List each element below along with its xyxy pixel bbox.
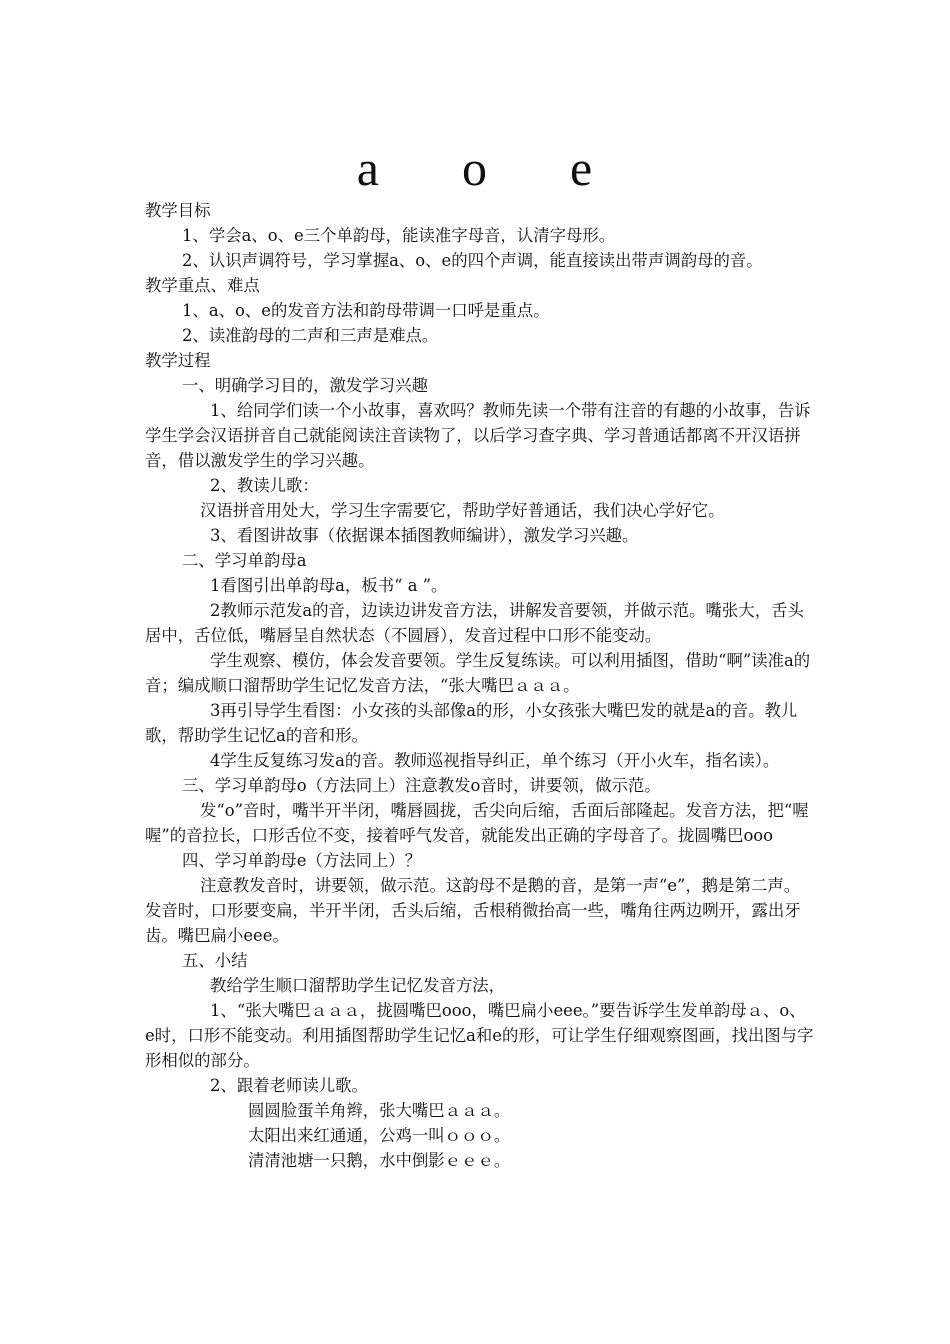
part-1-heading: 一、明确学习目的，激发学习兴趣 <box>182 376 428 395</box>
key-point-1: 1、a、o、e的发音方法和韵母带调一口呼是重点。 <box>182 301 550 320</box>
heading-goals: 教学目标 <box>145 201 211 220</box>
song-line-3: 清清池塘一只鹅，水中倒影ｅｅｅ。 <box>248 1151 511 1170</box>
song-line-1: 圆圆脸蛋羊角辫，张大嘴巴ａａａ。 <box>248 1101 511 1120</box>
part-2-paragraph-1: 1看图引出单韵母a，板书“ a ”。 <box>210 576 448 595</box>
page-title <box>0 138 950 198</box>
part-4-paragraph-1: 注意教发音时，讲要领，做示范。这韵母不是鹅的音，是第一声“e”，鹅是第二声。发音时，口形要变扁，半开半闭，舌头后缩，舌根稍微抬高一些，嘴角往两边咧开，露出牙齿。嘴巴扁小eee。 <box>145 876 801 945</box>
part-2-paragraph-5: 4学生反复练习发a的音。教师巡视指导纠正，单个练习（开小火车，指名读）。 <box>210 751 780 770</box>
part-4-heading: 四、学习单韵母e（方法同上）？ <box>182 851 422 870</box>
part-3-heading: 三、学习单韵母o（方法同上）注意教发o音时，讲要领，做示范。 <box>182 776 661 795</box>
goal-2: 2、认识声调符号，学习掌握a、o、e的四个声调，能直接读出带声调韵母的音。 <box>182 251 763 270</box>
part-1-paragraph-2: 2、教读儿歌： <box>210 476 319 495</box>
part-2-paragraph-2: 2教师示范发a的音，边读边讲发音方法，讲解发音要领，并做示范。嘴张大，舌头居中，舌位低，嘴唇呈自然状态（不圆唇），发音过程中口形不能变动。 <box>145 601 804 645</box>
heading-key-points: 教学重点、难点 <box>145 276 260 295</box>
part-1-paragraph-3: 3、看图讲故事（依据课本插图教师编讲），激发学习兴趣。 <box>210 526 639 545</box>
goal-1: 1、学会a、o、e三个单韵母，能读准字母音，认清字母形。 <box>182 226 616 245</box>
part-1-rhyme: 汉语拼音用处大，学习生字需要它，帮助学好普通话，我们决心学好它。 <box>200 501 725 520</box>
title-letter-a: a <box>356 140 380 196</box>
part-2-heading: 二、学习单韵母a <box>182 551 307 570</box>
song-line-2: 太阳出来红通通，公鸡一叫ｏｏｏ。 <box>248 1126 511 1145</box>
heading-process: 教学过程 <box>145 351 211 370</box>
part-5-heading: 五、小结 <box>182 951 248 970</box>
part-5-paragraph-2: 1、“张大嘴巴ａａａ，拢圆嘴巴ooo，嘴巴扁小eee。”要告诉学生发单韵母ａ、o、e时，口形不能变动。利用插图帮助学生记忆a和e的形，可让学生仔细观察图画，找出图与字形相似的部分。 <box>145 1001 814 1070</box>
part-5-paragraph-1: 教给学生顺口溜帮助学生记忆发音方法， <box>210 976 506 995</box>
document-body <box>145 198 815 1173</box>
part-2-paragraph-3: 学生观察、模仿，体会发音要领。学生反复练读。可以利用插图，借助“啊”读准a的音；编成顺口溜帮助学生记忆发音方法，“张大嘴巴ａａａ。 <box>145 651 811 695</box>
part-1-paragraph-1: 1、给同学们读一个小故事，喜欢吗？教师先读一个带有注音的有趣的小故事，告诉学生学会汉语拼音自己就能阅读注音读物了，以后学习查字典、学习普通话都离不开汉语拼音，借以激发学生的学习兴趣。 <box>145 401 811 470</box>
title-letter-e: e <box>570 140 594 196</box>
part-5-paragraph-3: 2、跟着老师读儿歌。 <box>210 1076 368 1095</box>
part-2-paragraph-4: 3再引导学生看图：小女孩的头部像a的形，小女孩张大嘴巴发的就是a的音。教儿歌，帮助学生记忆a的音和形。 <box>145 701 798 745</box>
key-point-2: 2、读准韵母的二声和三声是难点。 <box>182 326 439 345</box>
title-letter-o: o <box>462 140 488 196</box>
part-3-paragraph-1: 发“o”音时，嘴半开半闭，嘴唇圆拢，舌尖向后缩，舌面后部隆起。发音方法，把“喔喔”的音拉长，口形舌位不变，接着呼气发音，就能发出正确的字母音了。拢圆嘴巴ooo <box>145 801 809 845</box>
